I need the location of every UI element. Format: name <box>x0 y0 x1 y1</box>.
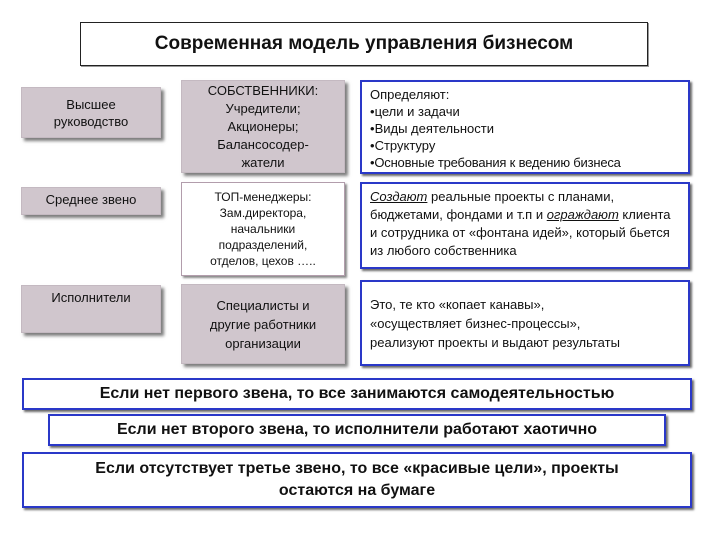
role-top-bullet-text: цели и задачи <box>374 104 460 119</box>
role-top-heading: Определяют: <box>370 87 450 102</box>
level-middle-box <box>21 187 161 215</box>
role-top-bullet: •Основные требования к ведению бизнеса <box>370 155 621 170</box>
role-bottom-line: реализуют проекты и выдают результаты <box>370 334 620 350</box>
who-top-line: СОБСТВЕННИКИ: <box>207 82 319 98</box>
diagram-title-text: Современная модель управления бизнесом <box>154 33 574 54</box>
level-middle-label: Среднее звено <box>45 192 137 207</box>
role-middle-protect <box>547 207 619 222</box>
who-bottom-line: Специалисты и <box>216 297 310 313</box>
role-top-bullet: •цели и задачи <box>370 104 460 119</box>
role-top-bullet-text: Виды деятельности <box>374 121 494 136</box>
role-bottom-box <box>360 280 690 366</box>
banner-third-level-text: Если отсутствует третье звено, то все «красивые цели», проекты остаются на бумаге <box>95 460 619 499</box>
who-middle-line: подразделений, <box>218 238 308 252</box>
banner-second-level <box>48 414 666 446</box>
role-middle-box <box>360 182 690 269</box>
role-top-bullet-text: Основные требования к ведению бизнеса <box>374 155 621 170</box>
role-middle-text1: реальные проекты с планами, бюджетами, фондами и т.п и <box>370 189 615 222</box>
level-bottom-label: Исполнители <box>51 290 131 305</box>
role-top-bullet-text: Структуру <box>374 138 436 153</box>
who-bottom-line: другие работники <box>209 316 317 332</box>
role-top-bullet: •Виды деятельности <box>370 121 494 136</box>
who-top-line: Акционеры; <box>227 118 299 134</box>
banner-first-level-text: Если нет первого звена, то все занимаются самодеятельностью <box>99 385 615 402</box>
who-bottom-line: организации <box>225 335 301 351</box>
level-top-label: Высшее руководство <box>53 96 129 129</box>
role-middle-create <box>370 189 427 204</box>
level-top-box <box>21 87 161 138</box>
who-top-box <box>181 80 345 173</box>
role-top-bullet: •Структуру <box>370 138 436 153</box>
role-middle-create-word: Создают <box>370 189 428 204</box>
banner-second-level-text: Если нет второго звена, то исполнители работают хаотично <box>116 421 598 438</box>
level-bottom-box <box>21 285 161 333</box>
role-bottom-line: «осуществляет бизнес-процессы», <box>370 315 581 331</box>
who-top-line: Учредители; <box>225 100 301 116</box>
who-top-line: жатели <box>241 154 285 170</box>
who-middle-line: ТОП-менеджеры: <box>214 190 312 204</box>
banner-first-level <box>22 378 692 410</box>
who-middle-box <box>181 182 345 276</box>
banner-third-level <box>22 452 692 508</box>
who-middle-line: отделов, цехов ….. <box>210 254 316 268</box>
who-bottom-box <box>181 284 345 364</box>
role-top-box <box>360 80 690 174</box>
role-bottom-line: Это, те кто «копает канавы», <box>370 296 545 312</box>
diagram-title <box>80 22 648 66</box>
role-middle-protect-word: ограждают <box>546 207 619 222</box>
who-middle-line: Зам.директора, <box>219 206 307 220</box>
role-middle-text2: клиента и сотрудника от «фонтана идей», который бьется из любого собственника <box>370 207 671 258</box>
who-top-line: Балансосодер- <box>217 136 309 152</box>
who-middle-line: начальники <box>230 222 296 236</box>
